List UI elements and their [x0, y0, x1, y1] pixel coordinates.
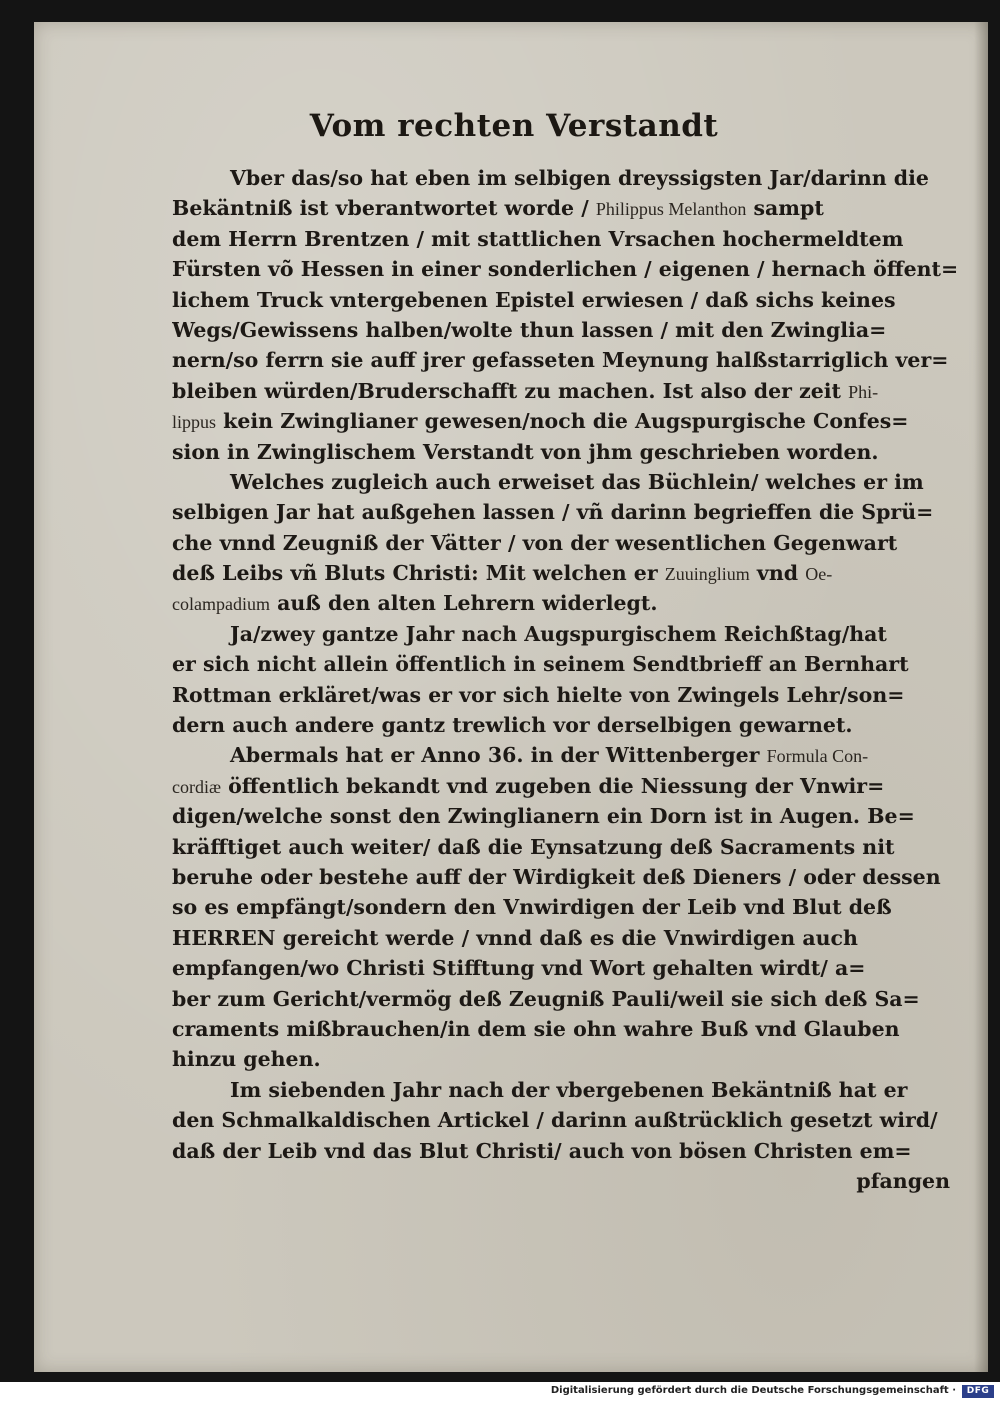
fraktur-segment: den Schmalkaldischen Artickel / darinn außtrücklich gesetzt wird/ [172, 1108, 938, 1133]
running-head: Vom rechten Verstandt [309, 108, 719, 144]
fraktur-segment: empfangen/wo Christi Stifftung vnd Wort gehalten wirdt/ a= [172, 956, 866, 981]
fraktur-segment: dem Herrn Brentzen / mit stattlichen Vrsachen hochermeldtem [172, 226, 904, 251]
text-line [172, 710, 962, 740]
text-line [172, 497, 962, 527]
text-line [172, 680, 962, 710]
fraktur-segment: Bekäntniß ist vberantwortet worde / [172, 196, 596, 221]
fraktur-segment: daß der Leib vnd das Blut Christi/ auch von bösen Christen em= [172, 1138, 912, 1163]
fraktur-segment: vnd [749, 561, 806, 586]
fraktur-segment: deß Leibs vñ Bluts Christi: Mit welchen er [172, 561, 665, 586]
text-line [172, 376, 962, 406]
text-line [172, 1105, 962, 1135]
fraktur-segment: dern auch andere gantz trewlich vor derselbigen gewarnet. [172, 713, 853, 738]
fraktur-segment: Abermals hat er Anno 36. in der Wittenberger [230, 743, 767, 768]
antiqua-segment: Formula Con- [766, 746, 869, 767]
text-line [172, 315, 962, 345]
text-line [172, 588, 962, 618]
text-line [172, 254, 962, 284]
fraktur-segment: Fürsten võ Hessen in einer sonderlichen / eigenen / hernach öffent= [172, 257, 959, 282]
book-page [34, 22, 988, 1372]
text-line [172, 558, 962, 588]
fraktur-segment: HERREN gereicht werde / vnnd daß es die Vnwirdigen auch [172, 925, 858, 950]
funding-credit: Digitalisierung gefördert durch die Deutsche Forschungsgemeinschaft · [550, 1385, 956, 1396]
text-line [172, 224, 962, 254]
page-edge-shadow [974, 22, 988, 1372]
fraktur-segment: auß den alten Lehrern widerlegt. [269, 591, 658, 616]
text-line [172, 467, 962, 497]
text-line [172, 923, 962, 953]
fraktur-segment: ber zum Gericht/vermög deß Zeugniß Pauli/weil sie sich deß Sa= [172, 986, 920, 1011]
text-line [172, 771, 962, 801]
fraktur-segment: bleiben würden/Bruderschafft zu machen. Ist also der zeit [172, 378, 849, 403]
text-line [172, 1136, 962, 1166]
fraktur-segment: er sich nicht allein öffentlich in seinem Sendtbrieff an Bernhart [172, 652, 909, 677]
antiqua-segment: Phi- [848, 381, 879, 402]
footer-bar [0, 1382, 1000, 1402]
fraktur-segment: Rottman erkläret/was er vor sich hielte von Zwingels Lehr/son= [172, 682, 905, 707]
catchword: pfangen [856, 1168, 950, 1193]
text-line [172, 1044, 962, 1074]
antiqua-segment: Zuuinglium [664, 564, 750, 585]
fraktur-segment: Ja/zwey gantze Jahr nach Augspurgischem Reichßtag/hat [230, 621, 887, 646]
fraktur-segment: nern/so ferrn sie auff jrer gefasseten Meynung halßstarriglich ver= [172, 348, 949, 373]
text-line [172, 345, 962, 375]
fraktur-segment: selbigen Jar hat außgehen lassen / vñ darinn begrieffen die Sprü= [172, 500, 934, 525]
fraktur-segment: digen/welche sonst den Zwinglianern ein Dorn ist in Augen. Be= [172, 804, 915, 829]
antiqua-segment: Oe- [805, 564, 833, 585]
fraktur-segment: craments mißbrauchen/in dem sie ohn wahre Buß vnd Glauben [172, 1016, 900, 1041]
fraktur-segment: Wegs/Gewissens halben/wolte thun lassen / mit den Zwinglia= [172, 317, 887, 342]
text-line [172, 953, 962, 983]
fraktur-segment: Welches zugleich auch erweiset das Büchlein/ welches er im [230, 469, 924, 494]
text-line [172, 163, 962, 193]
antiqua-segment: lippus [172, 412, 217, 433]
text-line [172, 801, 962, 831]
fraktur-segment: öffentlich bekandt vnd zugeben die Niessung der Vnwir= [221, 773, 885, 798]
fraktur-segment: Im siebenden Jahr nach der vbergebenen Bekäntniß hat er [230, 1077, 908, 1102]
fraktur-segment: kein Zwinglianer gewesen/noch die Augspurgische Confes= [216, 409, 909, 434]
text-line [172, 193, 962, 223]
body-text [172, 163, 962, 1196]
fraktur-segment: sampt [746, 196, 824, 221]
antiqua-segment: colampadium [172, 594, 270, 615]
fraktur-segment: so es empfängt/sondern den Vnwirdigen der Leib vnd Blut deß [172, 895, 892, 920]
dfg-logo: DFG [962, 1385, 994, 1398]
fraktur-segment: lichem Truck vntergebenen Epistel erwiesen / daß sichs keines [172, 287, 896, 312]
fraktur-segment: Vber das/so hat eben im selbigen dreyssigsten Jar/darinn die [230, 166, 929, 190]
fraktur-segment: kräfftiget auch weiter/ daß die Eynsatzung deß Sacraments nit [172, 834, 895, 859]
fraktur-segment: hinzu gehen. [172, 1047, 321, 1072]
fraktur-segment: che vnnd Zeugniß der Vätter / von der wesentlichen Gegenwart [172, 530, 898, 555]
text-line [172, 528, 962, 558]
fraktur-segment: sion in Zwinglischem Verstandt von jhm geschrieben worden. [172, 439, 879, 464]
antiqua-segment: Philippus Melanthon [595, 199, 747, 220]
antiqua-segment: cordiæ [172, 776, 221, 797]
text-line [172, 984, 962, 1014]
text-line [172, 649, 962, 679]
text-line [172, 892, 962, 922]
text-line [172, 406, 962, 436]
fraktur-segment: beruhe oder bestehe auff der Wirdigkeit deß Dieners / oder dessen [172, 864, 941, 889]
text-line [172, 437, 962, 467]
text-line [172, 832, 962, 862]
text-line [172, 740, 962, 770]
text-line [172, 619, 962, 649]
text-line [172, 1014, 962, 1044]
text-line [172, 285, 962, 315]
text-line [172, 1075, 962, 1105]
text-line [172, 862, 962, 892]
